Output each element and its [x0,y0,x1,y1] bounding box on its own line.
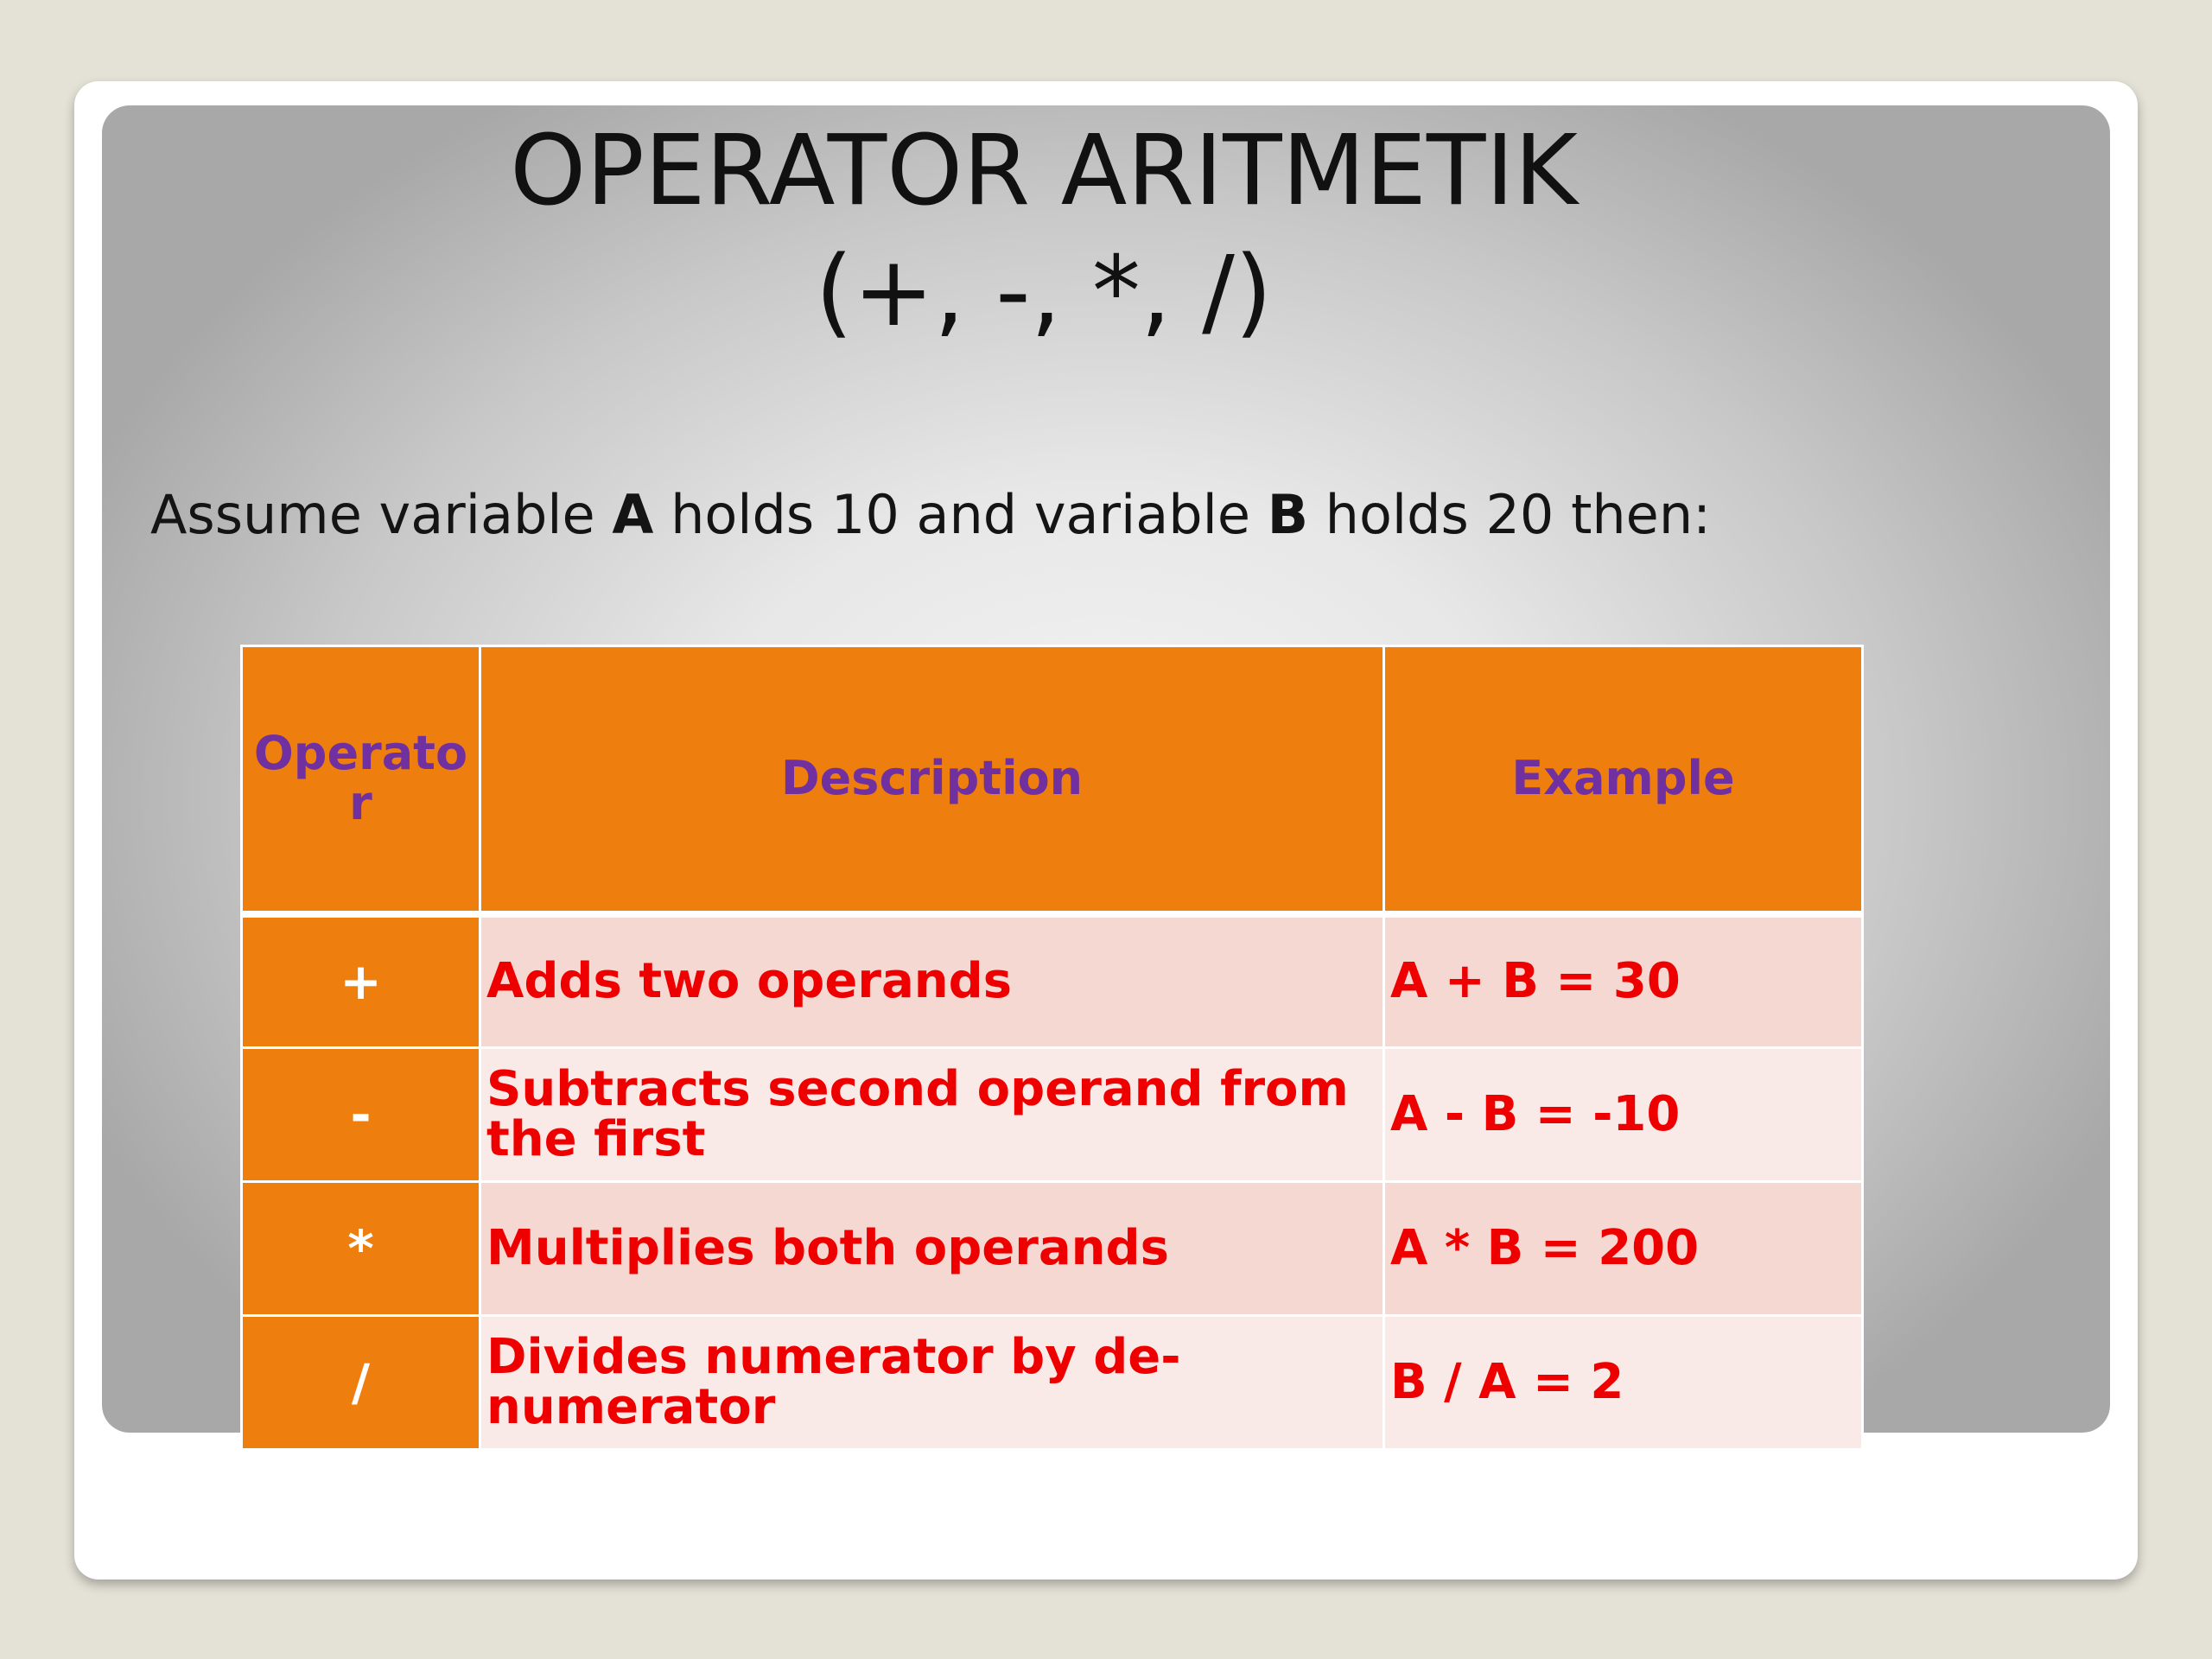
table-header-row [242,646,1863,914]
operators-table [240,645,1864,1451]
operator-cell: - [242,1048,480,1182]
example-cell: B / A = 2 [1384,1316,1863,1450]
operator-cell: / [242,1316,480,1450]
intro-part-1: Assume variable [150,483,613,546]
header-example: Example [1384,646,1863,914]
example-cell: A - B = -10 [1384,1048,1863,1182]
description-cell: Multiplies both operands [480,1182,1384,1316]
slide-title [102,111,1986,353]
example-cell: A + B = 30 [1384,914,1863,1048]
description-cell: Divides numerator by de-numerator [480,1316,1384,1450]
intro-part-2: holds 10 and variable [653,483,1268,546]
intro-var-a: A [612,483,654,546]
description-cell: Adds two operands [480,914,1384,1048]
title-line-1: OPERATOR ARITMETIK [510,115,1578,227]
header-operator: Operator [242,646,480,914]
header-description: Description [480,646,1384,914]
table-row [242,1316,1863,1450]
title-line-2: (+, -, *, /) [815,236,1273,348]
intro-text [150,480,1711,550]
intro-var-b: B [1267,483,1308,546]
table-row [242,914,1863,1048]
example-cell: A * B = 200 [1384,1182,1863,1316]
operator-cell: + [242,914,480,1048]
table-row [242,1182,1863,1316]
table-row [242,1048,1863,1182]
intro-part-3: holds 20 then: [1307,483,1712,546]
operator-cell: * [242,1182,480,1316]
description-cell: Subtracts second operand from the first [480,1048,1384,1182]
